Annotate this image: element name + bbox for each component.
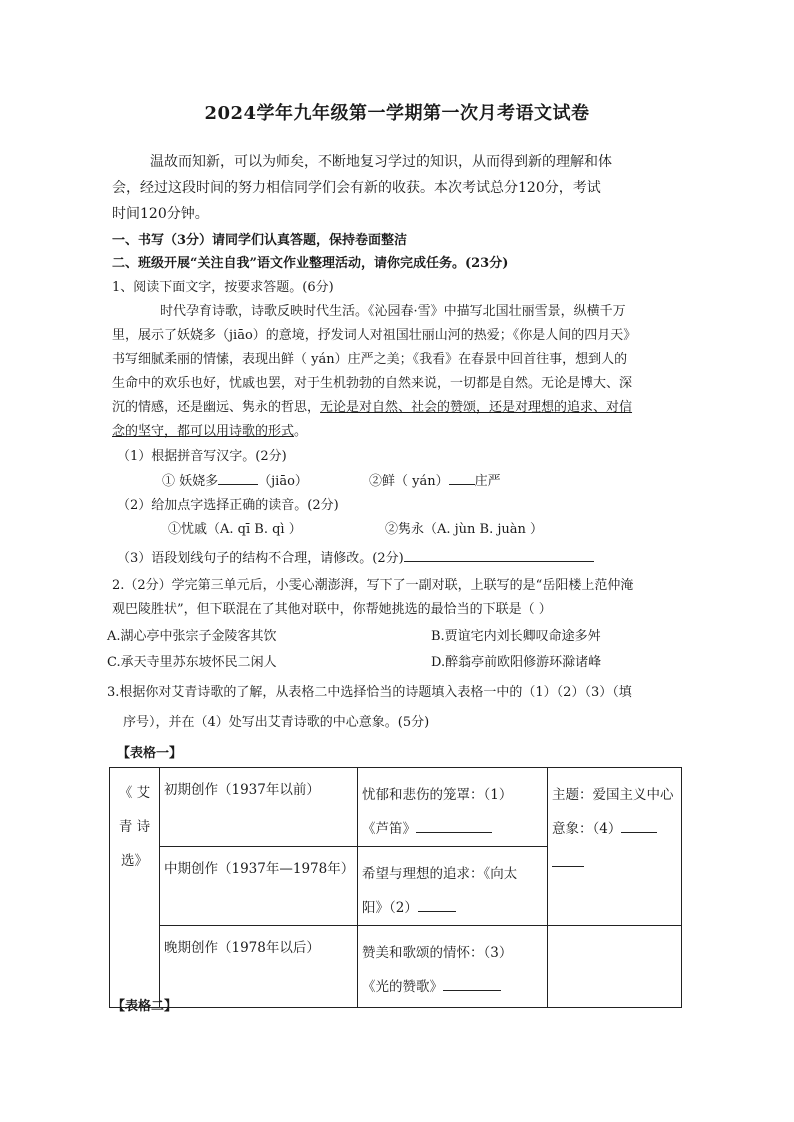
q1-passage-line bbox=[112, 396, 632, 415]
empty-cell bbox=[548, 926, 682, 1008]
q1-passage-line: 时代孕育诗歌，诗歌反映时代生活。《沁园春·雪》中描写北国壮丽雪景，纵横千万 bbox=[160, 304, 626, 319]
q1-passage-line: 生命中的欢乐也好，忧戚也罢，对于生机勃勃的自然来说，一切都是自然。无论是博大、深 bbox=[112, 376, 633, 391]
answer-blank[interactable] bbox=[449, 472, 475, 485]
sub3-text: （3）语段划线句子的结构不合理，请修改。(2分) bbox=[117, 551, 404, 566]
section-2-heading: 二、班级开展“关注自我”语文作业整理活动，请你完成任务。(23分) bbox=[112, 256, 509, 271]
answer-blank-4[interactable] bbox=[621, 820, 657, 833]
period-cell: 中期创作（1937年—1978年） bbox=[160, 847, 358, 926]
q3-line-2: 序号），并在（4）处写出艾青诗歌的中心意象。(5分) bbox=[123, 715, 430, 730]
table1-label: 【表格一】 bbox=[117, 746, 183, 761]
theme-cell bbox=[548, 768, 682, 926]
passage-text: 沉的情感，还是幽远、隽永的哲思， bbox=[112, 400, 321, 415]
content-line: 希望与理想的追求：《向太 bbox=[362, 866, 518, 882]
underlined-sentence: 念的坚守，都可以用诗歌的形式 bbox=[112, 424, 295, 439]
q1-passage-line: 书写细腻柔丽的情愫，表现出鲜（ yán）庄严之美；《我看》在春景中回首往事，想到人的 bbox=[112, 352, 628, 367]
q2-option-d[interactable]: D.醉翁亭前欧阳修游环滁诸峰 bbox=[431, 655, 602, 670]
item-label: ① 妖娆多 bbox=[162, 474, 219, 489]
q1-sub2: （2）给加点字选择正确的读音。(2分) bbox=[117, 498, 339, 513]
content-line: 忧郁和悲伤的笼罩：（1） bbox=[362, 787, 513, 803]
theme-line: 主题：爱国主义中心 bbox=[552, 787, 674, 803]
section-1-heading: 一、书写（3分）请同学们认真答题，保持卷面整洁 bbox=[112, 233, 408, 248]
q2-line-1: 2.（2分）学完第三单元后，小雯心潮澎湃，写下了一副对联，上联写的是“岳阳楼上范仲淹 bbox=[112, 578, 634, 593]
answer-blank-1[interactable] bbox=[416, 820, 492, 833]
intro-line-3: 时间120分钟。 bbox=[112, 206, 209, 222]
table2-label: 【表格二】 bbox=[112, 999, 178, 1014]
q1-passage-line bbox=[112, 420, 307, 439]
q1-sub2-item-a: ①忧戚（A. qī B. qì ） bbox=[168, 522, 302, 537]
answer-blank-2[interactable] bbox=[418, 899, 456, 912]
intro-line-1: 温故而知新，可以为师矣，不断地复习学过的知识，从而得到新的理解和体 bbox=[150, 154, 612, 170]
book-title-part: 《 艾 bbox=[118, 785, 151, 801]
book-title-cell bbox=[110, 768, 160, 1008]
poem-title: 《芦笛》 bbox=[362, 821, 416, 837]
q1-passage-line: 里，展示了妖娆多（jiāo）的意境，抒发词人对祖国壮丽山河的热爱；《你是人间的四月天》 bbox=[112, 328, 637, 343]
answer-blank[interactable] bbox=[218, 472, 258, 485]
content-line bbox=[362, 812, 547, 846]
book-title-part: 选》 bbox=[121, 853, 148, 869]
period-cell: 晚期创作（1978年以后） bbox=[160, 926, 358, 1008]
intro-line-2: 会，经过这段时间的努力相信同学们会有新的收获。本次考试总分120分，考试 bbox=[112, 180, 601, 196]
q1-sub3 bbox=[117, 547, 594, 566]
content-line: 赞美和歌颂的情怀：（3） bbox=[362, 945, 513, 961]
item-label: ②鲜（ yán） bbox=[369, 474, 449, 489]
period-cell: 初期创作（1937年以前） bbox=[160, 768, 358, 847]
poem-title: 阳》（2） bbox=[362, 900, 418, 916]
answer-blank-3[interactable] bbox=[443, 978, 501, 991]
item-end: 庄严 bbox=[474, 474, 501, 489]
table-one bbox=[109, 767, 682, 1008]
passage-text: 。 bbox=[294, 424, 308, 439]
content-line bbox=[362, 891, 547, 925]
q1-sub1-item-a bbox=[162, 470, 308, 489]
q2-option-c[interactable]: C.承天寺里苏东坡怀民二闲人 bbox=[107, 655, 277, 670]
q1-sub1-item-b bbox=[369, 470, 501, 489]
underlined-sentence: 无论是对自然、社会的赞颂，还是对理想的追求、对信 bbox=[320, 400, 633, 415]
page-title: 2024学年九年级第一学期第一次月考语文试卷 bbox=[204, 103, 590, 124]
book-title-part: 青 诗 bbox=[118, 819, 151, 835]
theme-line bbox=[552, 846, 681, 880]
content-line bbox=[362, 970, 547, 1004]
q1-heading: 1、阅读下面文字，按要求答题。(6分) bbox=[112, 280, 334, 295]
content-cell bbox=[358, 768, 548, 847]
q1-sub1: （1）根据拼音写汉字。(2分) bbox=[117, 449, 287, 464]
item-pinyin: （jiāo） bbox=[258, 474, 308, 489]
answer-blank-4-cont[interactable] bbox=[552, 854, 584, 867]
q1-sub2-item-b: ②隽永（A. jùn B. juàn ） bbox=[385, 522, 544, 537]
q2-line-2: 观巴陵胜状”，但下联混在了其他对联中，你帮她挑选的最恰当的下联是（ ） bbox=[112, 602, 552, 617]
theme-label: 意象：（4） bbox=[552, 821, 622, 837]
content-cell bbox=[358, 847, 548, 926]
poem-title: 《光的赞歌》 bbox=[362, 979, 443, 995]
answer-blank[interactable] bbox=[404, 549, 594, 562]
q2-option-b[interactable]: B.贾谊宅内刘长卿叹命途多舛 bbox=[431, 629, 601, 644]
q3-line-1: 3.根据你对艾青诗歌的了解，从表格二中选择恰当的诗题填入表格一中的（1）（2）（3）（填 bbox=[107, 685, 632, 700]
q2-option-a[interactable]: A.湖心亭中张宗子金陵客其饮 bbox=[107, 629, 277, 644]
content-cell bbox=[358, 926, 548, 1008]
theme-line bbox=[552, 812, 681, 846]
